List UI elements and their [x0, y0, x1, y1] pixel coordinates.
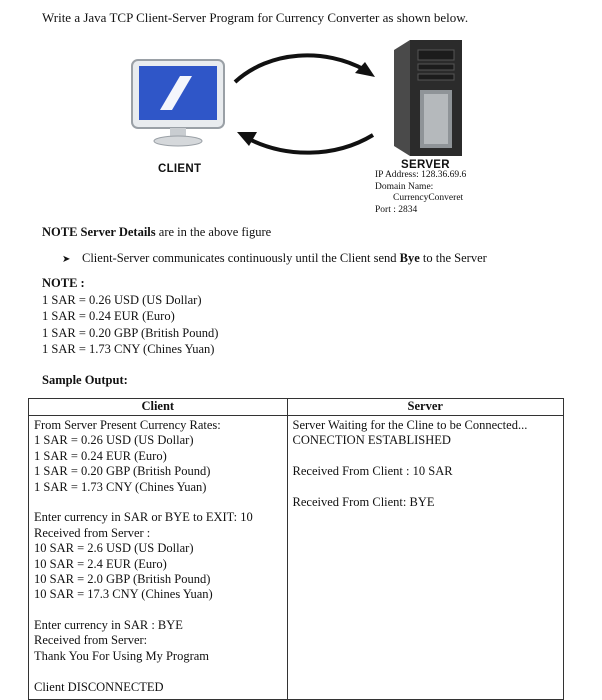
arrow-bullet-icon: ➤ [62, 254, 71, 265]
ip-address: IP Address: 128.36.69.6 [375, 170, 467, 180]
client-output-cell [29, 416, 288, 700]
client-line: Enter currency in SAR or BYE to EXIT: 10 [34, 510, 253, 525]
client-line: 1 SAR = 0.24 EUR (Euro) [34, 448, 167, 463]
rate-line: 1 SAR = 0.26 USD (US Dollar) [42, 292, 202, 307]
client-line: Client DISCONNECTED [34, 679, 164, 694]
client-line: 1 SAR = 1.73 CNY (Chines Yuan) [34, 479, 207, 494]
client-monitor-icon [130, 58, 228, 153]
client-line: 10 SAR = 17.3 CNY (Chines Yuan) [34, 587, 213, 602]
sample-output-table [28, 398, 564, 700]
sample-output-heading: Sample Output: [42, 373, 128, 387]
note-rates [42, 275, 218, 358]
client-line: Thank You For Using My Program [34, 648, 210, 663]
client-line: Received from Server : [34, 525, 151, 540]
note-heading: NOTE : [42, 276, 85, 290]
question-title: Write a Java TCP Client-Server Program for Currency Converter as shown below. [42, 10, 469, 25]
communication-arrows [225, 40, 385, 165]
client-line: 10 SAR = 2.4 EUR (Euro) [34, 556, 167, 571]
bullet-item [62, 251, 487, 266]
client-line: 1 SAR = 0.26 USD (US Dollar) [34, 433, 194, 448]
client-line: 10 SAR = 2.0 GBP (British Pound) [34, 571, 211, 586]
domain-name-label: Domain Name: [375, 181, 434, 192]
server-tower-icon [392, 38, 464, 165]
server-line: Received From Client : 10 SAR [292, 464, 453, 479]
client-line: From Server Present Currency Rates: [34, 418, 221, 432]
server-line: Server Waiting for the Cline to be Connected... [292, 418, 528, 432]
client-line: Enter currency in SAR : BYE [34, 618, 183, 633]
server-output-cell [287, 416, 563, 700]
client-line: 10 SAR = 2.6 USD (US Dollar) [34, 541, 194, 556]
note-details-rest: are in the above figure [158, 225, 272, 239]
port: Port : 2834 [375, 204, 418, 215]
server-line: CONECTION ESTABLISHED [292, 433, 451, 448]
client-line: Received from Server: [34, 633, 148, 648]
server-column-header: Server [287, 399, 563, 416]
note-details-bold: NOTE Server Details [42, 225, 156, 239]
domain-name: CurrencyConveret [393, 193, 464, 203]
server-details [375, 170, 466, 216]
note-server-details [42, 225, 271, 240]
rate-line: 1 SAR = 0.20 GBP (British Pound) [42, 325, 219, 340]
bullet-text-end: to the Server [419, 251, 487, 265]
server-line: Received From Client: BYE [292, 494, 435, 509]
rate-line: 1 SAR = 0.24 EUR (Euro) [42, 309, 175, 323]
client-label: CLIENT [158, 163, 202, 175]
bullet-bold: Bye [399, 251, 420, 265]
server-label: SERVER [401, 159, 450, 171]
client-line: 1 SAR = 0.20 GBP (British Pound) [34, 464, 211, 479]
bullet-text: Client-Server communicates continuously until the Client send [82, 251, 400, 265]
rate-line: 1 SAR = 1.73 CNY (Chines Yuan) [42, 342, 215, 356]
client-column-header: Client [29, 399, 288, 416]
